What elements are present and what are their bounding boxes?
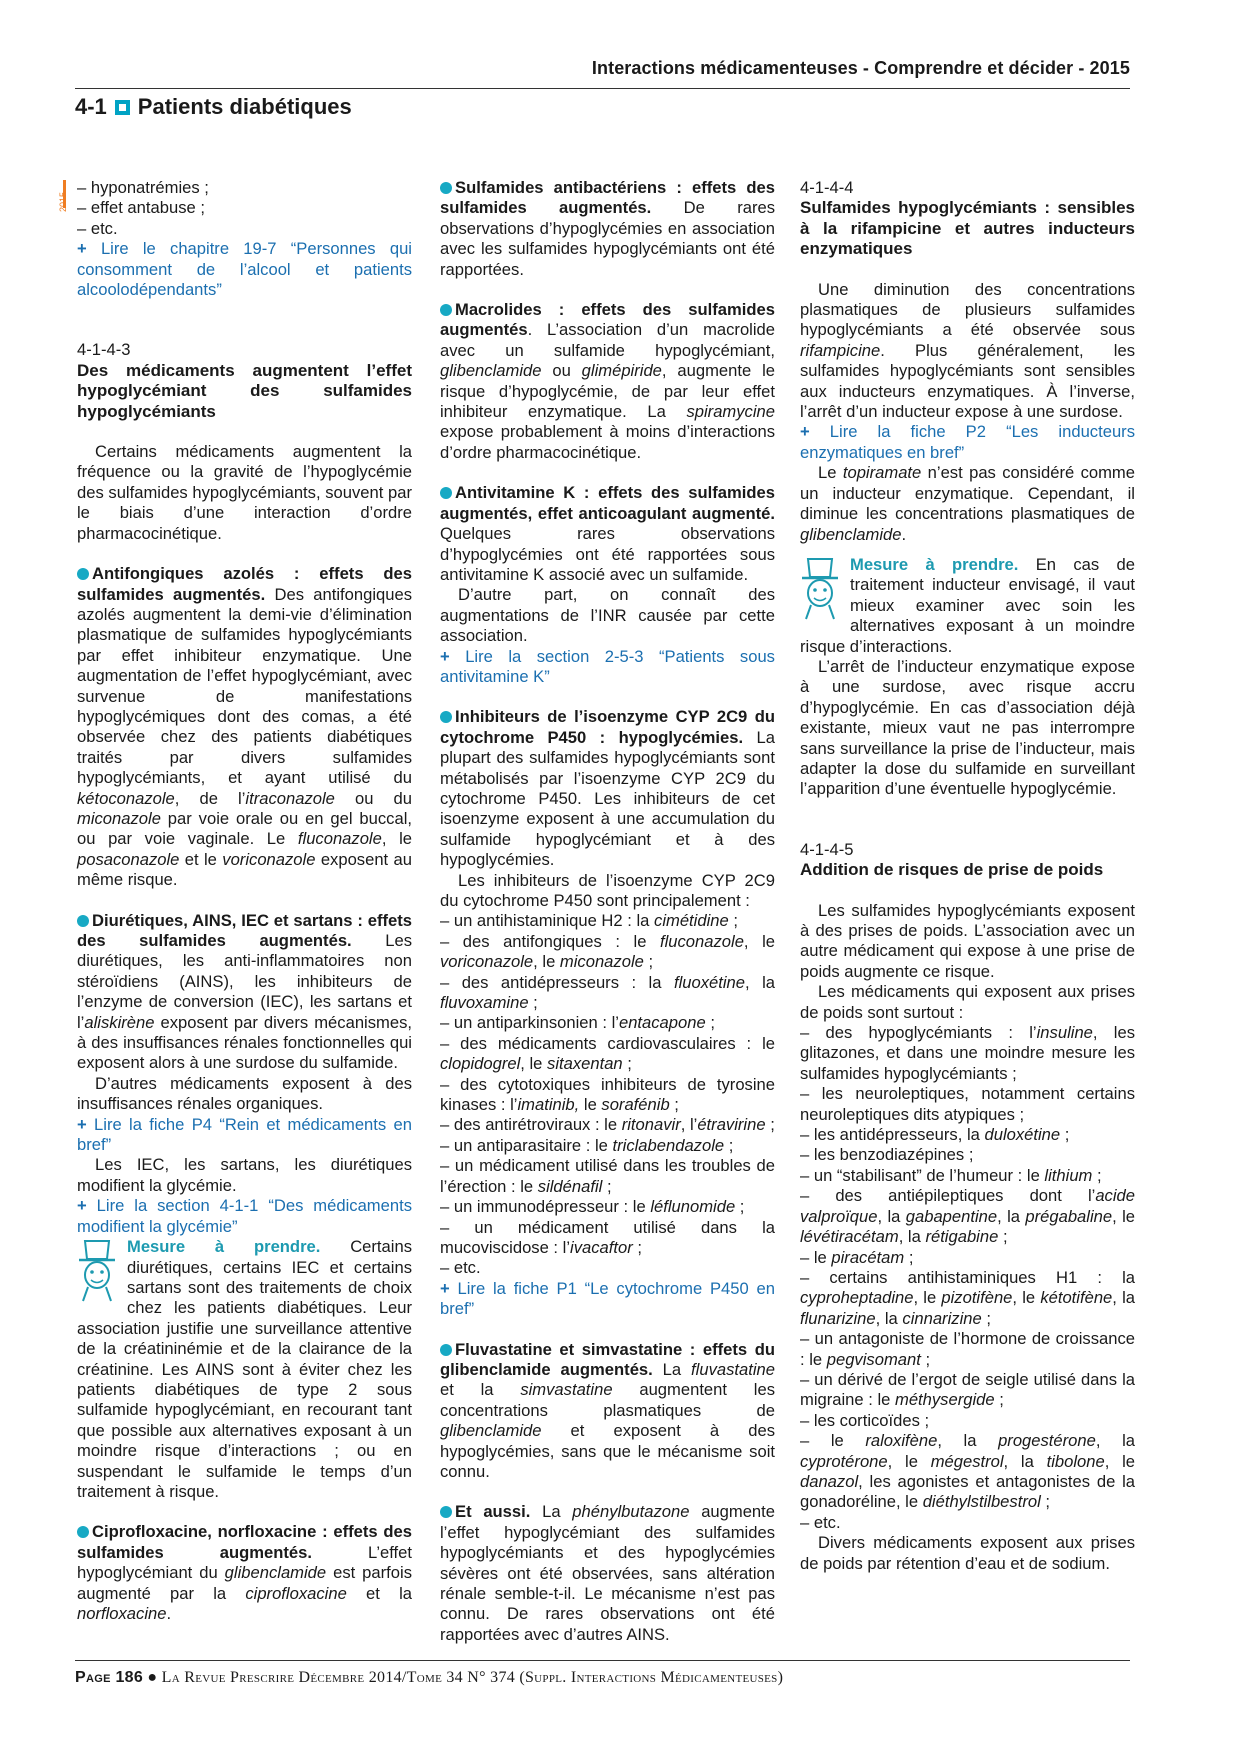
list-item: – des antifongiques : le fluconazole, le voriconazole, le miconazole ; xyxy=(440,931,775,972)
plus-icon: + xyxy=(77,239,87,259)
paragraph: D’autre part, on connaît des augmentations de l’INR causée par cette association. xyxy=(440,585,775,646)
paragraph-ciprofloxacine: Ciprofloxacine, norfloxacine : effets des sulfamides augmentés. L’effet hypoglycémiant du glibenclamide est parfois augmenté par la ciprofloxacine et la norfloxacine. xyxy=(77,1522,412,1623)
cross-reference-link[interactable] xyxy=(77,1196,412,1237)
list-item: – les benzodiazépines ; xyxy=(800,1145,974,1165)
journal-reference: La Revue Prescrire Décembre 2014/Tome 34 N° 374 (Suppl. Interactions Médicamenteuses) xyxy=(161,1669,784,1686)
list-item: – hyponatrémies ; xyxy=(77,178,209,197)
paragraph-diuretiques: Diurétiques, AINS, IEC et sartans : effets des sulfamides augmentés. Les diurétiques, les anti-inflammatoires non stéroïdiens (AINS), les inhibiteurs de l’enzyme de conversion (IEC), les sartans et l’aliskirène exposent par divers mécanismes, à des insuffisances rénales fonctionnelles qui exposent alors à une surdose du sulfamide. xyxy=(77,910,412,1073)
list-item: – etc. xyxy=(77,218,118,238)
paragraph: D’autres médicaments exposent à des insuffisances rénales organiques. xyxy=(77,1073,412,1114)
page-number: Page 186 xyxy=(75,1669,144,1686)
paragraph: Divers médicaments exposent aux prises de poids par rétention d’eau et de sodium. xyxy=(800,1533,1135,1573)
subsection-title: Sulfamides hypoglycémiants : sensibles à la rifampicine et autres inducteurs enzymatiques xyxy=(800,198,1135,259)
side-year: 2015 xyxy=(58,191,68,212)
paragraph: Les inhibiteurs de l’isoenzyme CYP 2C9 du cytochrome P450 sont principalement : xyxy=(440,870,775,910)
link-text[interactable]: Lire la fiche P4 “Rein et médicaments en bref” xyxy=(77,1114,412,1155)
list-item: – un médicament utilisé dans les troubles de l’érection : le sildénafil ; xyxy=(440,1156,775,1196)
mesure-label: Mesure à prendre. xyxy=(127,1237,321,1257)
mesure-a-prendre: Mesure à prendre. En cas de traitement inducteur envisagé, il vaut mieux examiner avec soin les alternatives exposant à un moindre risque d’interactions. xyxy=(800,555,1135,657)
list-item: – le piracétam ; xyxy=(800,1247,914,1267)
column-right xyxy=(800,178,1135,1574)
plus-icon: + xyxy=(77,1114,87,1134)
plus-icon: + xyxy=(440,646,450,666)
paragraph: Les sulfamides hypoglycémiants exposent à des prises de poids. L’association avec un autre médicament qui expose à une prise de poids augmente ce risque. xyxy=(800,900,1135,981)
paragraph-heading: Fluvastatine et simvastatine : effets du glibenclamide augmentés. xyxy=(440,1339,775,1379)
paragraph-heading: Et aussi. xyxy=(455,1502,531,1522)
paragraph: Le topiramate n’est pas considéré comme un inducteur enzymatique. Cependant, il diminue les concentrations plasmatiques de glibenclamide. xyxy=(800,463,1135,544)
cross-reference-link[interactable] xyxy=(77,239,412,300)
list-item: – etc. xyxy=(800,1512,841,1532)
cross-reference-link[interactable] xyxy=(800,422,1135,463)
plus-icon: + xyxy=(440,1278,450,1298)
mascot-icon xyxy=(794,555,846,621)
column-middle xyxy=(440,178,775,1645)
list-item: – certains antihistaminiques H1 : la cyproheptadine, le pizotifène, le kétotifène, la flunarizine, la cinnarizine ; xyxy=(800,1267,1135,1328)
list-item: – un immunodépresseur : le léflunomide ; xyxy=(440,1197,745,1217)
list-item: – des antiépileptiques dont l’acide valproïque, la gabapentine, la prégabaline, le lévétiracétam, la rétigabine ; xyxy=(800,1186,1136,1247)
teal-dot-icon xyxy=(440,1506,452,1518)
subsection-number: 4-1-4-3 xyxy=(77,340,131,360)
list-item: – des cytotoxiques inhibiteurs de tyrosine kinases : l’imatinib, le sorafénib ; xyxy=(440,1074,775,1115)
paragraph-sulfamides-antibacteriens: Sulfamides antibactériens : effets des sulfamides augmentés. De rares observations d’hypoglycémies en association avec les sulfamides hypoglycémiants ont été rapportées. xyxy=(440,178,775,279)
paragraph-heading: Antivitamine K : effets des sulfamides augmentés, effet anticoagulant augmenté. xyxy=(440,483,775,523)
paragraph-antivitamine-k: Antivitamine K : effets des sulfamides augmentés, effet anticoagulant augmenté. Quelques rares observations d’hypoglycémies ont été rapportées sous antivitamine K associé avec un sulfamide. xyxy=(440,483,775,584)
teal-dot-icon xyxy=(440,1344,452,1356)
paragraph-et-aussi: Et aussi. La phénylbutazone augmente l’effet hypoglycémiant des sulfamides hypoglycémiants et des hypoglycémies sévères ont été observées, sans altération rénale semble-t-il. Le mécanisme n’est pas connu. De rares observations ont été rapportées avec d’autres AINS. xyxy=(440,1502,775,1644)
teal-dot-icon xyxy=(440,711,452,723)
paragraph-heading: Antifongiques azolés : effets des sulfamides augmentés. xyxy=(77,564,412,604)
link-text[interactable]: Lire le chapitre 19-7 “Personnes qui consomment de l’alcool et patients alcoolodépendants” xyxy=(77,239,412,300)
list-item: – un antiparasitaire : le triclabendazole ; xyxy=(440,1135,734,1155)
footer-dot: ● xyxy=(147,1669,162,1686)
mesure-label: Mesure à prendre. xyxy=(850,554,1019,574)
teal-dot-icon xyxy=(77,915,89,927)
list-item: – le raloxifène, la progestérone, la cyprotérone, le mégestrol, la tibolone, le danazol, les agonistes et antagonistes de la gonadoréline, le diéthylstilbestrol ; xyxy=(800,1431,1136,1512)
page-footer xyxy=(75,1660,1130,1687)
teal-dot-icon xyxy=(440,304,452,316)
paragraph-heading: Ciprofloxacine, norfloxacine : effets des sulfamides augmentés. xyxy=(77,1522,412,1562)
plus-icon: + xyxy=(800,422,810,442)
paragraph-heading: Inhibiteurs de l’isoenzyme CYP 2C9 du cytochrome P450 : hypoglycémies. xyxy=(440,707,775,747)
paragraph-heading: Macrolides : effets des sulfamides augmentés xyxy=(440,300,775,340)
section-number: 4-1 xyxy=(75,94,107,119)
subsection-number: 4-1-4-4 xyxy=(800,178,854,197)
list-item: – etc. xyxy=(440,1258,481,1278)
list-item: – un “stabilisant” de l’humeur : le lithium ; xyxy=(800,1165,1102,1185)
teal-dot-icon xyxy=(440,182,452,194)
mascot-icon xyxy=(71,1237,123,1303)
paragraph-cyp2c9: Inhibiteurs de l’isoenzyme CYP 2C9 du cytochrome P450 : hypoglycémies. La plupart des sulfamides hypoglycémiants sont métabolisés par l’isoenzyme CYP 2C9 du cytochrome P450. Les inhibiteurs de cet isoenzyme exposent à une accumulation du sulfamide hypoglycémiant et à des hypoglycémies. xyxy=(440,707,775,870)
link-text[interactable]: Lire la fiche P2 “Les inducteurs enzymatiques en bref” xyxy=(800,422,1135,462)
square-bullet-icon xyxy=(115,100,130,115)
list-item: – les corticoïdes ; xyxy=(800,1410,930,1430)
paragraph: Une diminution des concentrations plasmatiques de plusieurs sulfamides hypoglycémiants a été observée sous rifampicine. Plus généralement, les sulfamides hypoglycémiants sont sensibles aux inducteurs enzymatiques. À l’inverse, l’arrêt d’un inducteur expose à une surdose. xyxy=(800,279,1135,422)
list-item: – les neuroleptiques, notamment certains neuroleptiques dits atypiques ; xyxy=(800,1084,1135,1124)
cross-reference-link[interactable] xyxy=(440,647,775,688)
subsection-number: 4-1-4-5 xyxy=(800,839,854,859)
paragraph: Les IEC, les sartans, les diurétiques modifient la glycémie. xyxy=(77,1155,412,1195)
column-left xyxy=(77,178,412,1624)
link-text[interactable]: Lire la section 4-1-1 “Des médicaments modifient la glycémie” xyxy=(77,1196,412,1236)
list-item: – un médicament utilisé dans la mucoviscidose : l’ivacaftor ; xyxy=(440,1217,775,1257)
list-item: – un antihistaminique H2 : la cimétidine ; xyxy=(440,911,738,931)
list-item: – les antidépresseurs, la duloxétine ; xyxy=(800,1125,1070,1145)
list-item: – effet antabuse ; xyxy=(77,198,205,218)
list-item: – des antirétroviraux : le ritonavir, l’étravirine ; xyxy=(440,1115,775,1135)
link-text[interactable]: Lire la section 2-5-3 “Patients sous antivitamine K” xyxy=(440,646,775,686)
list-item: – un antagoniste de l’hormone de croissance : le pegvisomant ; xyxy=(800,1329,1135,1369)
paragraph-azoles: Antifongiques azolés : effets des sulfamides augmentés. Des antifongiques azolés augmentent la demi-vie d’élimination plasmatique de sulfamides hypoglycémiants par effet inhibiteur enzymatique. Une augmentation de l’effet hypoglycémiant, avec survenue de manifestations hypoglycémiques dont des comas, a été observée chez des patients diabétiques traités par divers sulfamides hypoglycémiants, et ayant utilisé du kétoconazole, de l’itraconazole ou du miconazole par voie orale ou en gel buccal, ou par voie vaginale. Le fluconazole, le posaconazole et le voriconazole exposent au même risque. xyxy=(77,564,413,890)
mesure-a-prendre: Mesure à prendre. Certains diurétiques, certains IEC et certains sartans sont des traitements de choix chez les patients diabétiques. Leur association justifie une surveillance attentive de la créatininémie et de la clairance de la créatinine. Les AINS sont à éviter chez les patients diabétiques de type 2 sous sulfamide hypoglycémiant, en recourant tant que possible aux alternatives exposant à un moindre risque d’interactions ; ou en suspendant le sulfamide le temps d’un traitement à risque. xyxy=(77,1237,412,1502)
paragraph: L’arrêt de l’inducteur enzymatique expose à une surdose, avec risque accru d’hypoglycémie. En cas d’association déjà existante, mieux vaut ne pas interrompre sans surveillance la prise de l’inducteur, mais adapter la dose du sulfamide en surveillant l’apparition d’une éventuelle hypoglycémie. xyxy=(800,656,1135,799)
page-header xyxy=(75,52,1130,89)
paragraph: Certains médicaments augmentent la fréquence ou la gravité de l’hypoglycémie des sulfamides hypoglycémiants, souvent par le biais d’une interaction d’ordre pharmacocinétique. xyxy=(77,442,412,543)
list-item: – un antiparkinsonien : l’entacapone ; xyxy=(440,1013,715,1033)
list-item: – des antidépresseurs : la fluoxétine, la fluvoxamine ; xyxy=(440,972,775,1013)
list-item: – un dérivé de l’ergot de seigle utilisé dans la migraine : le méthysergide ; xyxy=(800,1369,1135,1410)
plus-icon: + xyxy=(77,1196,87,1216)
paragraph: Les médicaments qui exposent aux prises de poids sont surtout : xyxy=(800,982,1135,1022)
subsection-title: Des médicaments augmentent l’effet hypoglycémiant des sulfamides hypoglycémiants xyxy=(77,360,412,421)
section-name: Patients diabétiques xyxy=(137,94,352,119)
link-text[interactable]: Lire la fiche P1 “Le cytochrome P450 en bref” xyxy=(440,1278,775,1319)
header-title: Interactions médicamenteuses - Comprendre et décider - 2015 xyxy=(591,58,1130,78)
cross-reference-link[interactable] xyxy=(77,1115,412,1156)
teal-dot-icon xyxy=(440,487,452,499)
cross-reference-link[interactable] xyxy=(440,1279,775,1320)
subsection-title: Addition de risques de prise de poids xyxy=(800,860,1104,880)
paragraph-heading: Sulfamides antibactériens : effets des sulfamides augmentés. xyxy=(440,178,775,218)
list-item: – des médicaments cardiovasculaires : le clopidogrel, le sitaxentan ; xyxy=(440,1033,775,1074)
teal-dot-icon xyxy=(77,568,89,580)
teal-dot-icon xyxy=(77,1526,89,1538)
section-title xyxy=(75,94,352,120)
paragraph-macrolides: Macrolides : effets des sulfamides augmentés. L’association d’un macrolide avec un sulfamide hypoglycémiant, glibenclamide ou glimépiride, augmente le risque d’hypoglycémie, de par leur effet inhibiteur enzymatique. La spiramycine expose probablement à moins d’interactions d’ordre pharmacocinétique. xyxy=(440,300,775,462)
list-item: – des hypoglycémiants : l’insuline, les glitazones, et dans une moindre mesure les sulfamides hypoglycémiants ; xyxy=(800,1023,1135,1083)
paragraph-fluvastatine: Fluvastatine et simvastatine : effets du glibenclamide augmentés. La fluvastatine et la simvastatine augmentent les concentrations plasmatiques de glibenclamide et exposent à des hypoglycémies, sans que le mécanisme soit connu. xyxy=(440,1339,775,1481)
paragraph-heading: Diurétiques, AINS, IEC et sartans : effets des sulfamides augmentés. xyxy=(77,910,412,950)
